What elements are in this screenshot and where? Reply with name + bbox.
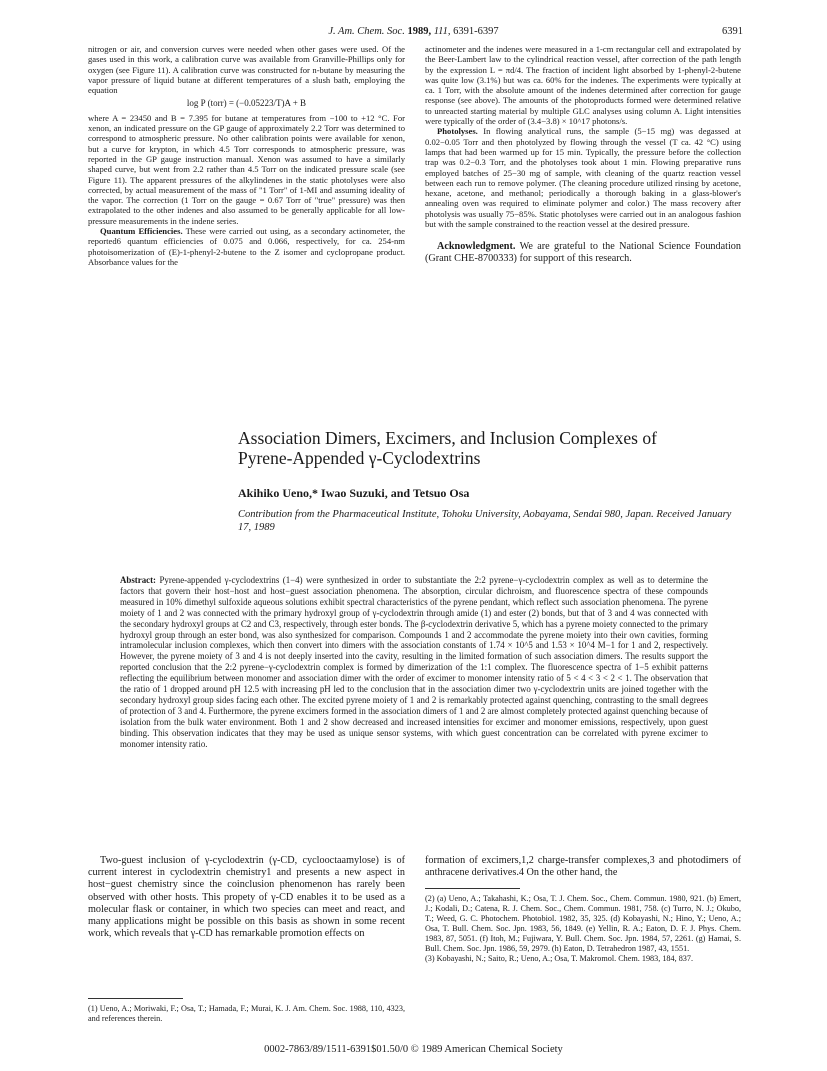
footnote-rule [88,998,183,999]
page-number: 6391 [722,26,743,37]
paragraph-text: We are grateful to the National Science Foundation (Grant CHE-8700333) for support of this research. [425,241,741,265]
acknowledgment [425,241,741,265]
footnote-rule [425,888,520,889]
paragraph: formation of excimers,1,2 charge-transfer complexes,3 and photodimers of anthracene derivatives.4 On the other hand, the [425,855,741,879]
abstract-heading: Abstract: [120,575,156,585]
equation: log P (torr) = (−0.05223/T)A + B [186,98,307,109]
journal-year: 1989, [407,26,432,37]
paragraph-text: In flowing analytical runs, the sample (5−15 mg) was degassed at 0.02−0.05 Torr and then photolyzed by flowing through the vessel (T ca. 42 °C) using lamps that had been warmed up for 15 min. Typically, the pressure before the collection trap was 0.2−0.3 Torr, and the photolyses took about 1 min. Flowing preparative runs employed batches of 25−30 mg of sample, with cleaning of the quartz reaction vessel between each run to remove polymer. (The cleaning procedure utilized rinsing by acetone, hexane, acetone, and methanol; periodically a thorough baking in a glass-blower's annealing oven was required to eliminate polymer and color.) The mass recovery after photolysis was usually 75−85%. Static photolyses were carried out in an analogous fashion but with the sample constrained to the reaction vessel at the desired pressure. [425,126,741,230]
intro-left-column [88,855,405,940]
paragraph: where A = 23450 and B = 7.395 for butane at temperatures from −100 to +12 °C. For xenon, an indicated pressure on the GP gauge of approximately 2.2 Torr was determined to correspond to atmospheric pressure. No other calibration points were available for xenon, but a curve for krypton, in which 4.5 Torr corresponds to atmospheric pressure, was reported in the GP gauge instruction manual. Xenon was assumed to have a similarly shaped curve, but went from 2.2 rather than 4.5 Torr on the indicated pressure scale (see Figure 11). The apparent pressures of the alkylindenes in the static photolyses were also corrected, by actual measurement of the mass of "1 Torr" of 1-MI and assuming ideality of the vapor. The correction (1 Torr on the gauge = 0.67 Torr of "true" pressure) was then extrapolated to the other indenes and also assumed to be generally applicable for all low-pressure measurements in the indene series. [88,112,405,226]
paragraph: actinometer and the indenes were measured in a 1-cm rectangular cell and extrapolated by the Beer-Lambert law to the cylindrical reaction vessel, after correction of the path length by the expression L = πd/4. The fraction of incident light absorbed by 1-phenyl-2-butene was quite low (3.1%) but was ca. 60% for the indenes. The experiments were typically at ca. 1 Torr, with the absolute amount of the indenes determined after correction for gauge response (see above). The amounts of the photoproducts formed were determined relative to unreacted starting material by multiple GLC analyses using column A. Light intensities were typically of the order of (3.4−3.8) × 10^17 photons/s. [425,44,741,127]
section-heading: Photolyses. [437,126,478,137]
page-footer: 0002-7863/89/1511-6391$01.50/0 © 1989 American Chemical Society [264,1044,563,1055]
paragraph: Two-guest inclusion of γ-cyclodextrin (γ-CD, cyclooctaamylose) is of current interest in cyclodextrin chemistry1 and presents a new aspect in host−guest chemistry since the coinclusion phenomenon has rarely been observed with other hosts. This propety of γ-CD enables it to be used as a molecular flask or container, in which two species can meet and react, and many applications might be possible on this basis as shown in some recent work, which reveals that γ-CD has remarkable promotion effects on [88,855,405,940]
paragraph [425,126,741,229]
running-head [0,26,827,37]
paragraph-text: These were carried out using, as a secondary actinometer, the reported6 quantum efficiencies of 0.075 and 0.066, respectively, for ca. 254-nm photoisomerization of (E)-1-phenyl-2-butene to the Z isomer and cyclopropane product. Absorbance values for the [88,226,406,267]
paragraph [88,226,405,267]
paragraph: nitrogen or air, and conversion curves were needed when other gases were used. Of the gases used in this work, a calibration curve was available from Granville-Phillips only for oxygen (see Figure 11). A calibration curve was constructed for n-butane by measuring the vapor pressure of liquid butane at different temperatures of a slush bath, employing the equation [88,44,405,96]
footnote: (3) Kobayashi, N.; Saito, R.; Ueno, A.; Osa, T. Makromol. Chem. 1983, 184, 837. [425,954,694,963]
footnote: (1) Ueno, A.; Moriwaki, F.; Osa, T.; Hamada, F.; Murai, K. J. Am. Chem. Soc. 1988, 110, 4323, and references therein. [88,1004,405,1023]
authors: Akihiko Ueno,* Iwao Suzuki, and Tetsuo Osa [238,486,470,500]
title-line: Association Dimers, Excimers, and Inclusion Complexes of [238,428,657,448]
previous-article-left-column [88,44,405,267]
footnote: (2) (a) Ueno, A.; Takahashi, K.; Osa, T. J. Chem. Soc., Chem. Commun. 1980, 921. (b) Emert, J.; Kodali, D.; Catena, R. J. Chem. Soc., Chem. Commun. 1981, 758. (c) Turro, N. J.; Okubo, T.; Weed, G. C. Photochem. Photobiol. 1982, 35, 325. (d) Kobayashi, N.; Hino, Y.; Ueno, A.; Osa, T. Bull. Chem. Soc. Jpn. 1983, 56, 1849. (e) Yellin, R. A.; Eaton, D. F. J. Phys. Chem. 1983, 87, 5051. (f) Itoh, M.; Fujiwara, Y. Bull. Chem. Soc. Jpn. 1984, 57, 2261. (g) Hamai, S. Bull. Chem. Soc. Jpn. 1986, 59, 2979. (h) Eaton, D. Tetrahedron 1987, 43, 1551. [425,894,741,953]
article-title [238,428,738,468]
section-heading: Quantum Efficiencies. [100,226,183,237]
abstract-text: Pyrene-appended γ-cyclodextrins (1−4) were synthesized in order to substantiate the 2:2 pyrene−γ-cyclodextrin complex as well as to determine the factors that govern their host−host and host−guest association phenomena. The absorption, circular dichroism, and fluorescence spectra of these compounds measured in 10% dimethyl sulfoxide aqueous solutions exhibit spectral characteristics of the pyrene pendant, which reflect such association phenomena. The pyrene moiety of 1 and 2 was connected with the primary hydroxyl group of γ-cyclodextrin through amide (1) and ester (2) bonds, but that of 3 and 4 was connected with the secondary hydroxyl groups at C2 and C3, respectively, through ester bonds. The β-cyclodextrin derivative 5, which has a pyrene moiety connected to the primary hydroxyl group through an ester bond, was also synthesized for comparison. Compounds 1 and 2 accommodate the pyrene moiety into their own cavities, forming intramolecular inclusion complexes, which then convert into dimers with the association constants of 1.74 × 10^5 and 1.53 × 10^4 M−1 for 1 and 2, respectively. However, the pyrene moiety of 3 and 4 is not deeply inserted into the cavity, resulting in the limited formation of such association dimers. The results support the reported conclusion that the 2:2 pyrene−γ-cyclodextrin complex is formed by dimerization of the 1:1 complex. The fluorescence spectra of 1−5 exhibit patterns reflecting the equilibrium between monomer and association dimer with the order of excimer to monomer intensity ratio of 5 < 4 < 3 < 2 < 1. The observation that the ratio of 1 dropped around pH 12.5 with increasing pH led to the conclusion that in the association dimer two γ-cyclodextrin units are joined together with the secondary hydroxyl group sides facing each other. The excited pyrene moiety of 1 and 2 is remarkably protected against quenching, contrasting to the small degrees of protection of 3 and 4. Furthermore, the pyrene excimers formed in the association dimers of 1 and 2 are almost completely protected against quenching because of isolation from the bulk water environment. Both 1 and 2 show decreased and increased intensities for excimer and monomer emissions, respectively, upon guest binding. This observation indicates that they may be used as unique sensor systems, with which guest concentration can be correlated with pyrene excimer to monomer intensity ratio. [120,575,709,749]
journal-pages: 6391-6397 [453,26,499,37]
previous-article-right-column [425,44,741,265]
title-line: Pyrene-Appended γ-Cyclodextrins [238,448,481,468]
abstract [120,575,708,750]
journal-volume: 111, [433,26,451,37]
footnotes-right [425,894,741,964]
journal-name: J. Am. Chem. Soc. [328,26,405,37]
intro-right-column [425,855,741,879]
section-heading: Acknowledgment. [437,241,516,253]
affiliation: Contribution from the Pharmaceutical Institute, Tohoku University, Aobayama, Sendai 980, Japan. Received January 17, 1989 [238,509,732,533]
